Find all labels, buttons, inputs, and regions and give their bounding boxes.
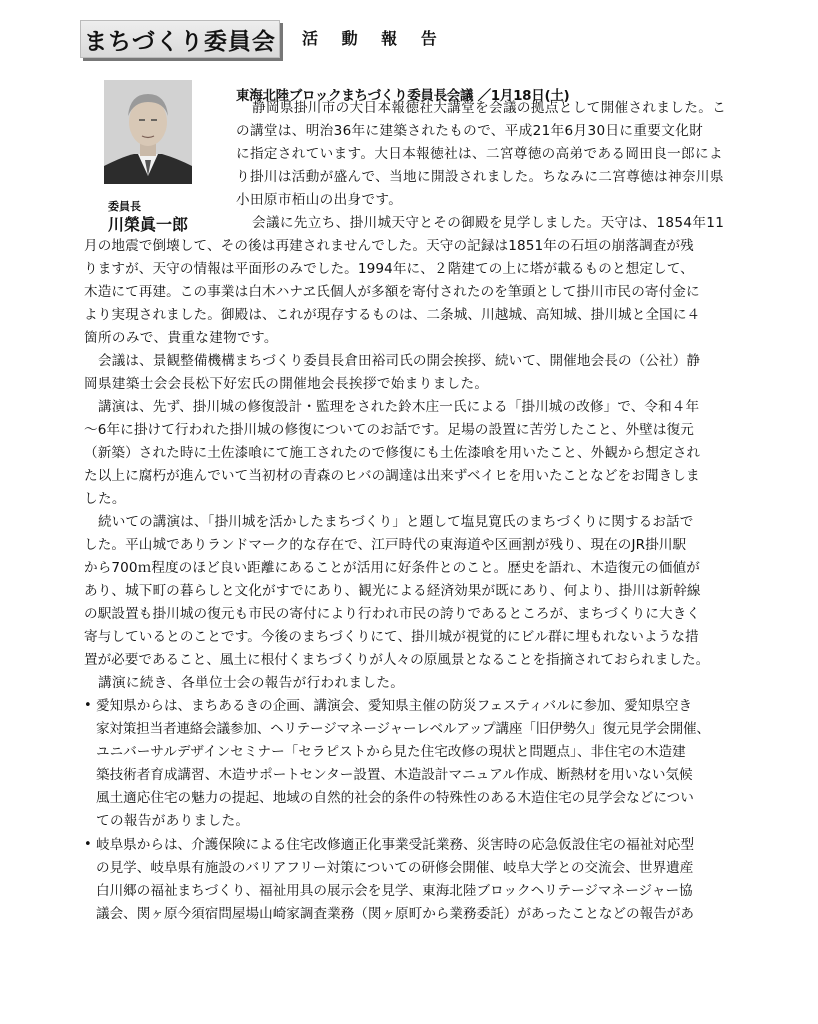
body-line: た以上に腐朽が進んでいて当初材の青森のヒバの調達は出来ずベイヒを用いたことなどをお聞きしま xyxy=(84,468,700,484)
report-line: 岐阜県からは、介護保険による住宅改修適正化事業受託業務、災害時の応急仮設住宅の福祉対応型 xyxy=(96,837,695,853)
report-line: ユニバーサルデザインセミナー「セラピストから見た住宅改修の現状と問題点」、非住宅の木造建 xyxy=(96,744,686,760)
bullet-icon: • xyxy=(84,837,92,852)
body-line: り掛川は活動が盛んで、当地に開設されました。ちなみに二宮尊徳は神奈川県 xyxy=(236,169,724,185)
chair-portrait-photo xyxy=(104,80,192,184)
body-line: 続いての講演は、「掛川城を活かしたまちづくり」と題して塩見寛氏のまちづくりに関するお話で xyxy=(98,514,694,530)
report-line: 家対策担当者連絡会議参加、ヘリテージマネージャーレベルアップ講座「旧伊勢久」復元見学会開催、 xyxy=(96,721,710,737)
body-line: 置が必要であること、風土に根付くまちづくりが人々の原風景となることを指摘されておられました。 xyxy=(84,652,710,668)
body-line: した。 xyxy=(84,491,126,507)
body-line: あり、城下町の暮らしと文化がすでにあり、観光による経済効果が既にあり、何より、掛川は新幹線 xyxy=(84,583,701,599)
body-line: （新築）された時に土佐漆喰にて施工されたので修復にも土佐漆喰を用いたこと、外観から想定され xyxy=(84,445,701,461)
body-line: の講堂は、明治36年に建築されたもので、平成21年6月30日に重要文化財 xyxy=(236,123,704,139)
report-line: ての報告がありました。 xyxy=(96,813,250,829)
body-line: 岡県建築士会会長松下好宏氏の開催地会長挨拶で始まりました。 xyxy=(84,376,489,392)
body-line: した。平山城でありランドマーク的な存在で、江戸時代の東海道や区画割が残り、現在のJR掛川駅 xyxy=(84,537,687,553)
body-line: 会議は、景観整備機構まちづくり委員長倉田裕司氏の開会挨拶、続いて、開催地会長の（公社）静 xyxy=(98,353,701,369)
body-line: に指定されています。大日本報徳社は、二宮尊徳の高弟である岡田良一郎によ xyxy=(236,146,723,162)
body-line: 会議に先立ち、掛川城天守とその御殿を見学しました。天守は、1854年11 xyxy=(252,215,725,231)
body-line: より実現されました。御殿は、これが現存するものは、二条城、川越城、高知城、掛川城と全国に４ xyxy=(84,307,701,323)
chair-name: 川榮眞一郎 xyxy=(108,215,189,234)
portrait-icon xyxy=(104,80,192,184)
bullet-icon: • xyxy=(84,698,92,713)
body-line: 月の地震で倒壊して、その後は再建されませんでした。天守の記録は1851年の石垣の崩落調査が残 xyxy=(84,238,694,254)
body-line: 講演は、先ず、掛川城の修復設計・監理をされた鈴木庄一氏による「掛川城の改修」で、令和４年 xyxy=(98,399,700,415)
report-line: 築技術者育成講習、木造サポートセンター設置、木造設計マニュアル作成、断熱材を用いない気候 xyxy=(96,767,693,783)
section-title: まちづくり委員会 xyxy=(84,28,276,55)
report-line: 議会、関ヶ原今須宿問屋場山崎家調査業務（関ヶ原町から業務委託）があったことなどの報告があ xyxy=(96,906,694,922)
report-line: の見学、岐阜県有施設のバリアフリー対策についての研修会開催、岐阜大学との交流会、世界遺産 xyxy=(96,860,694,876)
body-line: ～6年に掛けて行われた掛川城の修復についてのお話です。足場の設置に苦労したこと、外壁は復元 xyxy=(84,422,694,438)
report-line: 白川郷の福祉まちづくり、福祉用具の展示会を見学、東海北陸ブロックヘリテージマネージャー協 xyxy=(96,883,693,899)
report-line: 風土適応住宅の魅力の提起、地域の自然的社会的条件の特殊性のある木造住宅の見学会などについ xyxy=(96,790,694,806)
section-label: 活 動 報 告 xyxy=(302,29,446,48)
body-line: 木造にて再建。この事業は白木ハナヱ氏個人が多額を寄付されたのを筆頭として掛川市民の寄付金に xyxy=(84,284,700,300)
body-line: から700ｍ程度のほど良い距離にあることが活用に好条件とのこと。歴史を語れ、木造復元の価値が xyxy=(84,560,700,576)
body-line: 講演に続き、各単位士会の報告が行われました。 xyxy=(98,675,405,691)
body-line: 小田原市栢山の出身です。 xyxy=(236,192,403,208)
report-line: 愛知県からは、まちあるきの企画、講演会、愛知県主催の防災フェスティバルに参加、愛知県空き xyxy=(96,698,693,714)
body-line: の駅設置も掛川城の復元も市民の寄付により行われ市民の誇りであるところが、まちづくりに大きく xyxy=(84,606,701,622)
body-line: 寄与しているとのことです。今後のまちづくりにて、掛川城が視覚的にビル群に埋もれないような措 xyxy=(84,629,699,645)
section-title-box xyxy=(80,20,280,58)
chair-role: 委員長 xyxy=(108,200,141,213)
body-line: 箇所のみで、貴重な建物です。 xyxy=(84,330,278,346)
body-line: りますが、天守の情報は平面形のみでした。1994年に、２階建ての上に塔が載るものと想定して、 xyxy=(84,261,694,277)
body-line: 静岡県掛川市の大日本報徳社大講堂を会議の拠点として開催されました。こ xyxy=(252,100,727,116)
article-heading: 東海北陸ブロックまちづくり委員長会議 ／1月18日(土) xyxy=(236,88,570,104)
